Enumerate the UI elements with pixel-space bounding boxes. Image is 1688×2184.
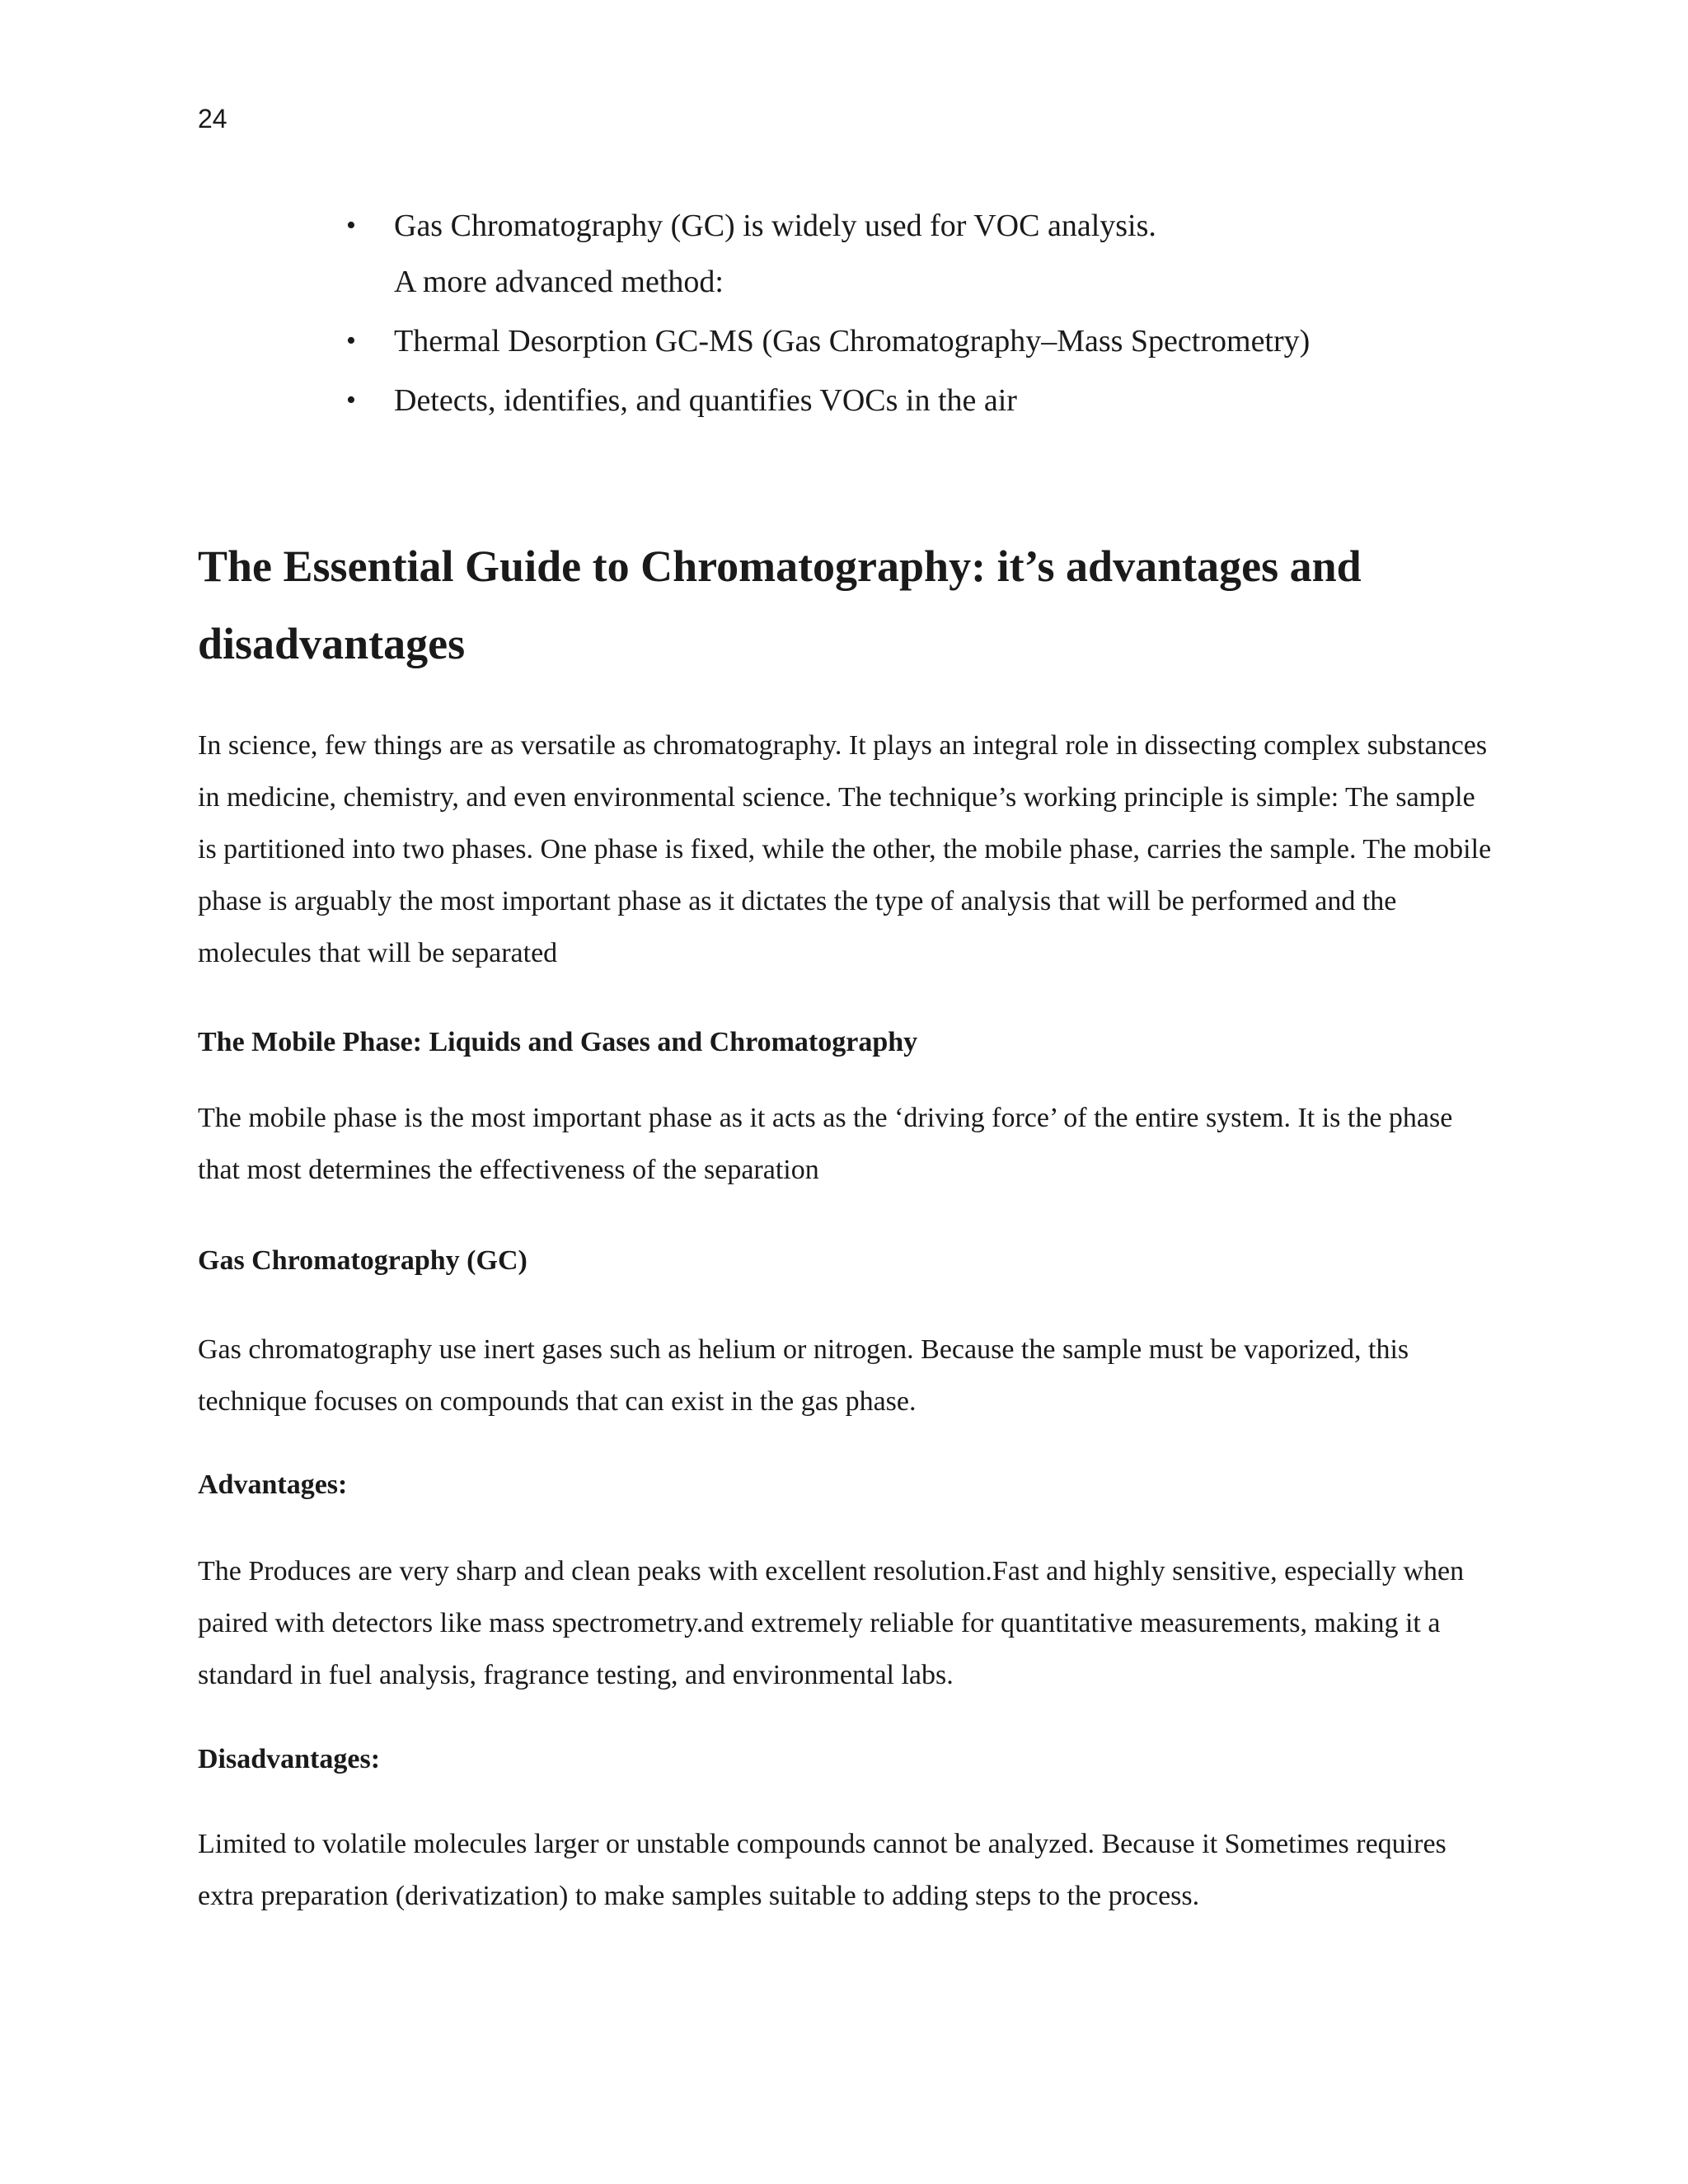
advantages-heading: Advantages:	[198, 1469, 348, 1500]
advantages-paragraph: The Produces are very sharp and clean peaks with excellent resolution.Fast and highly sensitive, especially when paired with detectors like mass spectrometry.and extremely reliable for quantitative measurements, making it a standard in fuel analysis, fragrance testing, and environmental labs.	[198, 1556, 1465, 1690]
bullet-icon: •	[346, 326, 356, 356]
mobile-phase-paragraph: The mobile phase is the most important phase as it acts as the ‘driving force’ of the entire system. It is the phase that most determines the effectiveness of the separation	[198, 1103, 1453, 1185]
list-item	[346, 313, 1550, 369]
gc-paragraph: Gas chromatography use inert gases such as helium or nitrogen. Because the sample must be vaporized, this technique focuses on compounds that can exist in the gas phase.	[198, 1334, 1409, 1417]
bullet-icon: •	[346, 385, 356, 415]
disadvantages-paragraph: Limited to volatile molecules larger or unstable compounds cannot be analyzed. Because it Sometimes requires extra preparation (derivatization) to make samples suitable to adding steps to the process.	[198, 1829, 1447, 1911]
bullet-text: Thermal Desorption GC-MS (Gas Chromatography–Mass Spectrometry)	[394, 324, 1311, 359]
gc-heading: Gas Chromatography (GC)	[198, 1245, 528, 1276]
bullet-text: Gas Chromatography (GC) is widely used for VOC analysis.	[394, 209, 1156, 243]
list-note	[346, 254, 1550, 310]
bullet-icon: •	[346, 210, 356, 241]
bullet-list	[346, 198, 1550, 429]
mobile-phase-heading: The Mobile Phase: Liquids and Gases and Chromatography	[198, 1027, 918, 1057]
page-number: 24	[198, 104, 227, 134]
bullet-text: Detects, identifies, and quantifies VOCs in the air	[394, 383, 1017, 418]
disadvantages-heading: Disadvantages:	[198, 1744, 381, 1774]
bullet-note-text: A more advanced method:	[394, 265, 724, 299]
intro-paragraph: In science, few things are as versatile as chromatography. It plays an integral role in dissecting complex substances in medicine, chemistry, and even environmental science. The technique’s working principle is simple: The sample is partitioned into two phases. One phase is fixed, while the other, the mobile phase, carries the sample. The mobile phase is arguably the most important phase as it dictates the type of analysis that will be performed and the molecules that will be separated	[198, 730, 1492, 968]
article-title: The Essential Guide to Chromatography: it’s advantages and disadvantages	[198, 541, 1362, 668]
list-item	[346, 198, 1550, 254]
list-item	[346, 373, 1550, 429]
